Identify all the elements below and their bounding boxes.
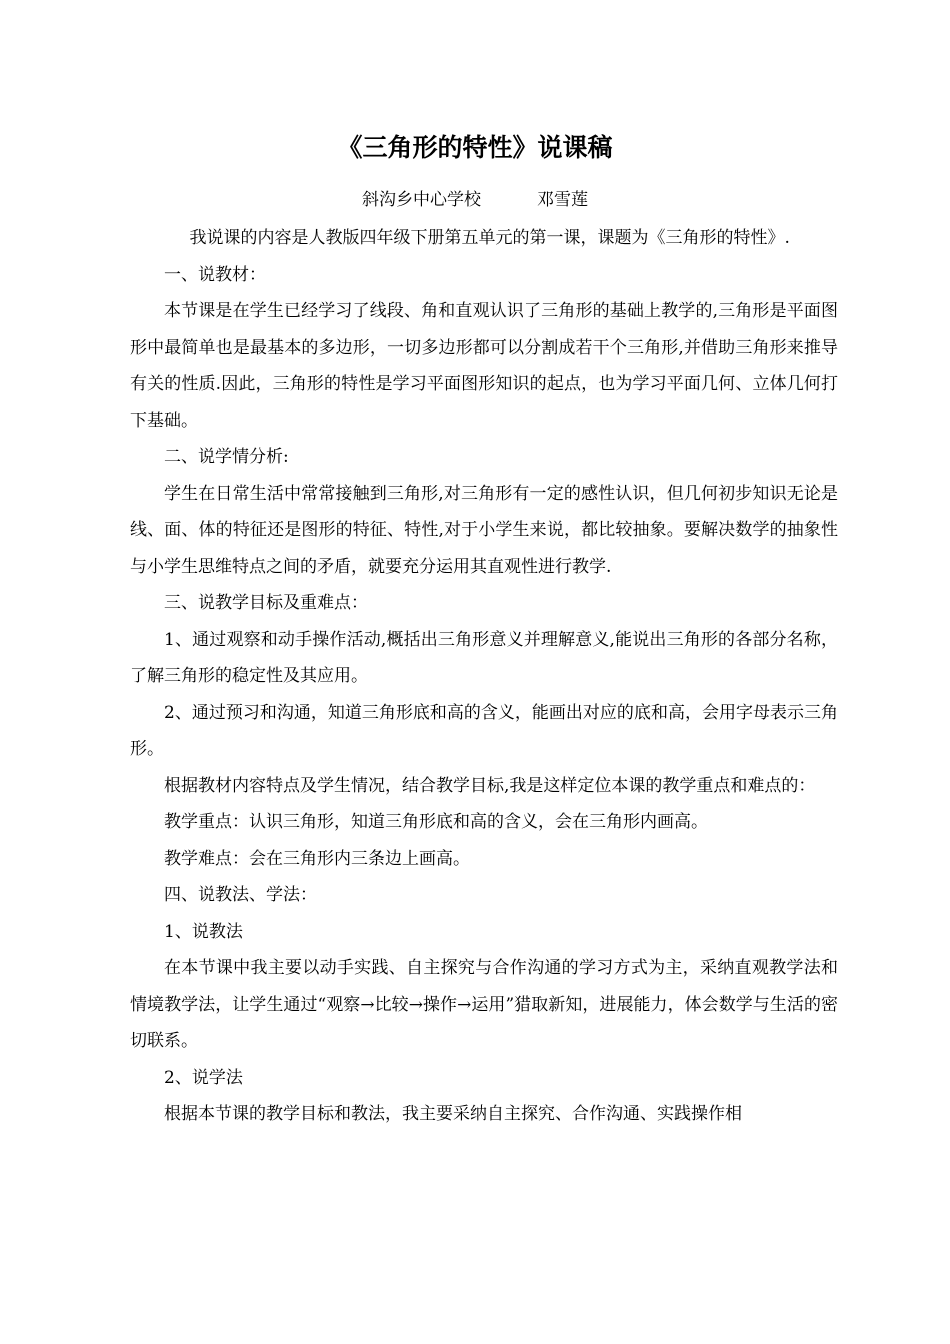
section-heading-textbook: 一、说教材： bbox=[164, 264, 266, 285]
byline bbox=[0, 182, 950, 218]
goal-item-2: 2、通过预习和沟通，知道三角形底和高的含义，能画出对应的底和高，会用字母表示三角形。 bbox=[130, 702, 838, 759]
paragraph-learning-method: 根据本节课的教学目标和教法，我主要采纳自主探究、合作沟通、实践操作相 bbox=[164, 1104, 742, 1124]
paragraph-teaching-method: 在本节课中我主要以动手实践、自主探究与合作沟通的学习方式为主，采纳直观教学法和情境教学法，让学生通过“观察→比较→操作→运用”猎取新知，进展能力，体会数学与生活的密切联系。 bbox=[130, 958, 838, 1051]
subheading-learning-method: 2、说学法 bbox=[164, 1067, 243, 1088]
difficult-point: 教学难点：会在三角形内三条边上画高。 bbox=[164, 848, 470, 869]
intro-paragraph: 我说课的内容是人教版四年级下册第五单元的第一课，课题为《三角形的特性》. bbox=[189, 228, 790, 248]
section-heading-goals: 三、说教学目标及重难点： bbox=[164, 593, 368, 613]
document-body bbox=[130, 220, 838, 1133]
document-title: 《三角形的特性》说课稿 bbox=[337, 133, 613, 162]
paragraph-focus-intro: 根据教材内容特点及学生情况，结合教学目标,我是这样定位本课的教学重点和难点的： bbox=[164, 775, 816, 796]
subheading-teaching-method: 1、说教法 bbox=[164, 921, 243, 942]
section-heading-methods: 四、说教法、学法： bbox=[164, 885, 317, 905]
section-heading-students: 二、说学情分析: bbox=[164, 447, 289, 467]
goal-item-1: 1、通过观察和动手操作活动,概括出三角形意义并理解意义,能说出三角形的各部分名称，了解三角形的稳定性及其应用。 bbox=[130, 629, 838, 686]
paragraph-textbook: 本节课是在学生已经学习了线段、角和直观认识了三角形的基础上教学的,三角形是平面图形中最简单也是最基本的多边形，一切多边形都可以分割成若干个三角形,并借助三角形来推导有关的性质.因此，三角形的特性是学习平面图形知识的起点，也为学习平面几何、立体几何打下基础。 bbox=[130, 301, 838, 431]
key-point: 教学重点：认识三角形，知道三角形底和高的含义，会在三角形内画高。 bbox=[164, 812, 708, 832]
school-name: 斜沟乡中心学校 bbox=[362, 190, 481, 210]
author-name: 邓雪莲 bbox=[537, 190, 588, 210]
paragraph-students: 学生在日常生活中常常接触到三角形,对三角形有一定的感性认识，但几何初步知识无论是线、面、体的特征还是图形的特征、特性,对于小学生来说，都比较抽象。要解决数学的抽象性与小学生思维特点之间的矛盾，就要充分运用其直观性进行教学. bbox=[130, 483, 838, 577]
